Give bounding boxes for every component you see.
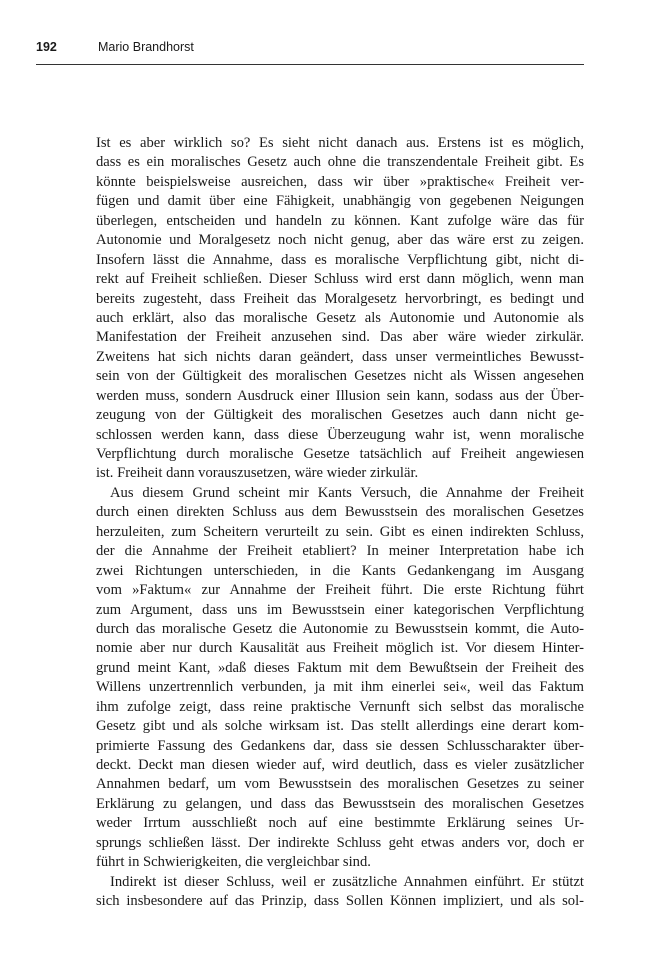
text-line: rekt auf Freiheit schließen. Dieser Schluss wird erst dann möglich, wenn man [96,271,584,288]
text-line: Zweitens hat sich nichts daran geändert, dass unser vermeintliches Bewusst- [96,348,584,365]
text-line: dass es ein moralisches Gesetz auch ohne die transzendentale Freiheit gibt. Es [96,154,584,171]
text-line: Autonomie und Moralgesetz noch nicht genug, aber das wäre erst zu zeigen. [96,232,584,249]
text-line: herzuleiten, zum Scheitern verurteilt zu sein. Gibt es einen indirekten Schluss, [96,523,584,540]
text-line: deckt. Deckt man diesen wieder auf, wird deutlich, dass es vieler zusätzlicher [96,757,584,773]
text-line: ihm zufolge zeigt, dass reine praktische Vernunft sich selbst das moralische [96,698,584,715]
running-head-author: Mario Brandhorst [98,40,194,54]
text-line: nomie aber nur durch Kausalität aus Freiheit möglich ist. Vor diesem Hinter- [96,640,584,657]
text-line: auch erklärt, also das moralische Gesetz als Autonomie und Autonomie als [96,309,584,326]
text-line: Willens unzertrennlich verbunden, ja mit ihm einerlei sei«, weil das Faktum [96,679,584,696]
page-number: 192 [36,40,57,54]
text-line: sein von der Gültigkeit des moralischen Gesetzes nicht als Wissen angesehen [96,368,584,385]
text-line: zeugung von der Gültigkeit des moralischen Gesetzes auch dann nicht ge- [96,407,584,424]
text-line: zwei Richtungen unterschieden, in die Kants Gedankengang im Ausgang [96,562,584,579]
text-line: überlegen, entscheiden und handeln zu können. Kant zufolge wäre das für [96,212,584,229]
text-line: könnte beispielsweise ausreichen, dass wir über »praktische« Freiheit ver- [96,173,584,190]
text-line: Gesetz gibt und als solche wirksam ist. Das stellt allerdings eine derart kom- [96,718,584,735]
text-line: Erklärung zu gelangen, und dass das Bewusstsein des moralischen Gesetzes [96,795,584,812]
text-line: zum Argument, dass uns im Bewusstsein einer kategorischen Verpflichtung [96,601,584,618]
text-line: Annahmen bedarf, um vom Bewusstsein des moralischen Gesetzes zu seiner [96,776,584,793]
text-line: Indirekt ist dieser Schluss, weil er zusätzliche Annahmen einführt. Er stützt [110,873,584,890]
text-line: Ist es aber wirklich so? Es sieht nicht danach aus. Erstens ist es möglich, [96,135,584,151]
text-line: ist. Freiheit dann vorauszusetzen, wäre wieder zirkulär. [96,465,419,482]
text-line: durch einen direkten Schluss aus dem Bewusstsein des moralischen Gesetzes [96,504,584,521]
paragraph [96,134,584,484]
text-line: Aus diesem Grund scheint mir Kants Versuch, die Annahme der Freiheit [110,484,584,501]
text-line: grund meint Kant, »daß dieses Faktum mit dem Bewußtsein der Freiheit des [96,659,584,676]
text-line: Manifestation der Freiheit anzusehen sind. Das aber wäre wieder zirkulär. [96,329,584,346]
body-text [96,134,584,912]
text-line: führt in Schwierigkeiten, die vergleichbar sind. [96,854,371,871]
text-line: werden muss, sondern Ausdruck einer Illusion sein kann, sodass aus der Über- [96,387,584,404]
paragraph [96,484,584,873]
text-line: fügen und damit über eine Fähigkeit, unabhängig von gegebenen Neigungen [96,193,584,210]
text-line: Verpflichtung durch moralische Gesetze tatsächlich auf Freiheit angewiesen [96,446,584,462]
text-line: sich insbesondere auf das Prinzip, dass Sollen Können impliziert, und als sol- [96,893,584,910]
text-line: schlossen werden kann, dass diese Überzeugung wahr ist, wenn moralische [96,426,584,443]
paragraph [96,873,584,912]
running-header [36,38,584,65]
text-line: primierte Fassung des Gedankens dar, dass sie dessen Schlusscharakter über- [96,737,584,754]
text-line: der die Annahme der Freiheit etabliert? In meiner Interpretation habe ich [96,543,584,560]
text-line: sprungs schließen lässt. Der indirekte Schluss geht etwas anders vor, doch er [96,834,584,851]
text-line: bereits zugesteht, dass Freiheit das Moralgesetz hervorbringt, es bedingt und [96,290,584,307]
text-line: weder Irrtum ausschließt noch auf eine bestimmte Erklärung seines Ur- [96,815,584,832]
text-line: durch das moralische Gesetz die Autonomie zu Bewusstsein kommt, die Auto- [96,620,584,637]
text-line: Insofern lässt die Annahme, dass es moralische Verpflichtung gibt, nicht di- [96,251,584,268]
text-line: vom »Faktum« zur Annahme der Freiheit führt. Die erste Richtung führt [96,582,584,599]
